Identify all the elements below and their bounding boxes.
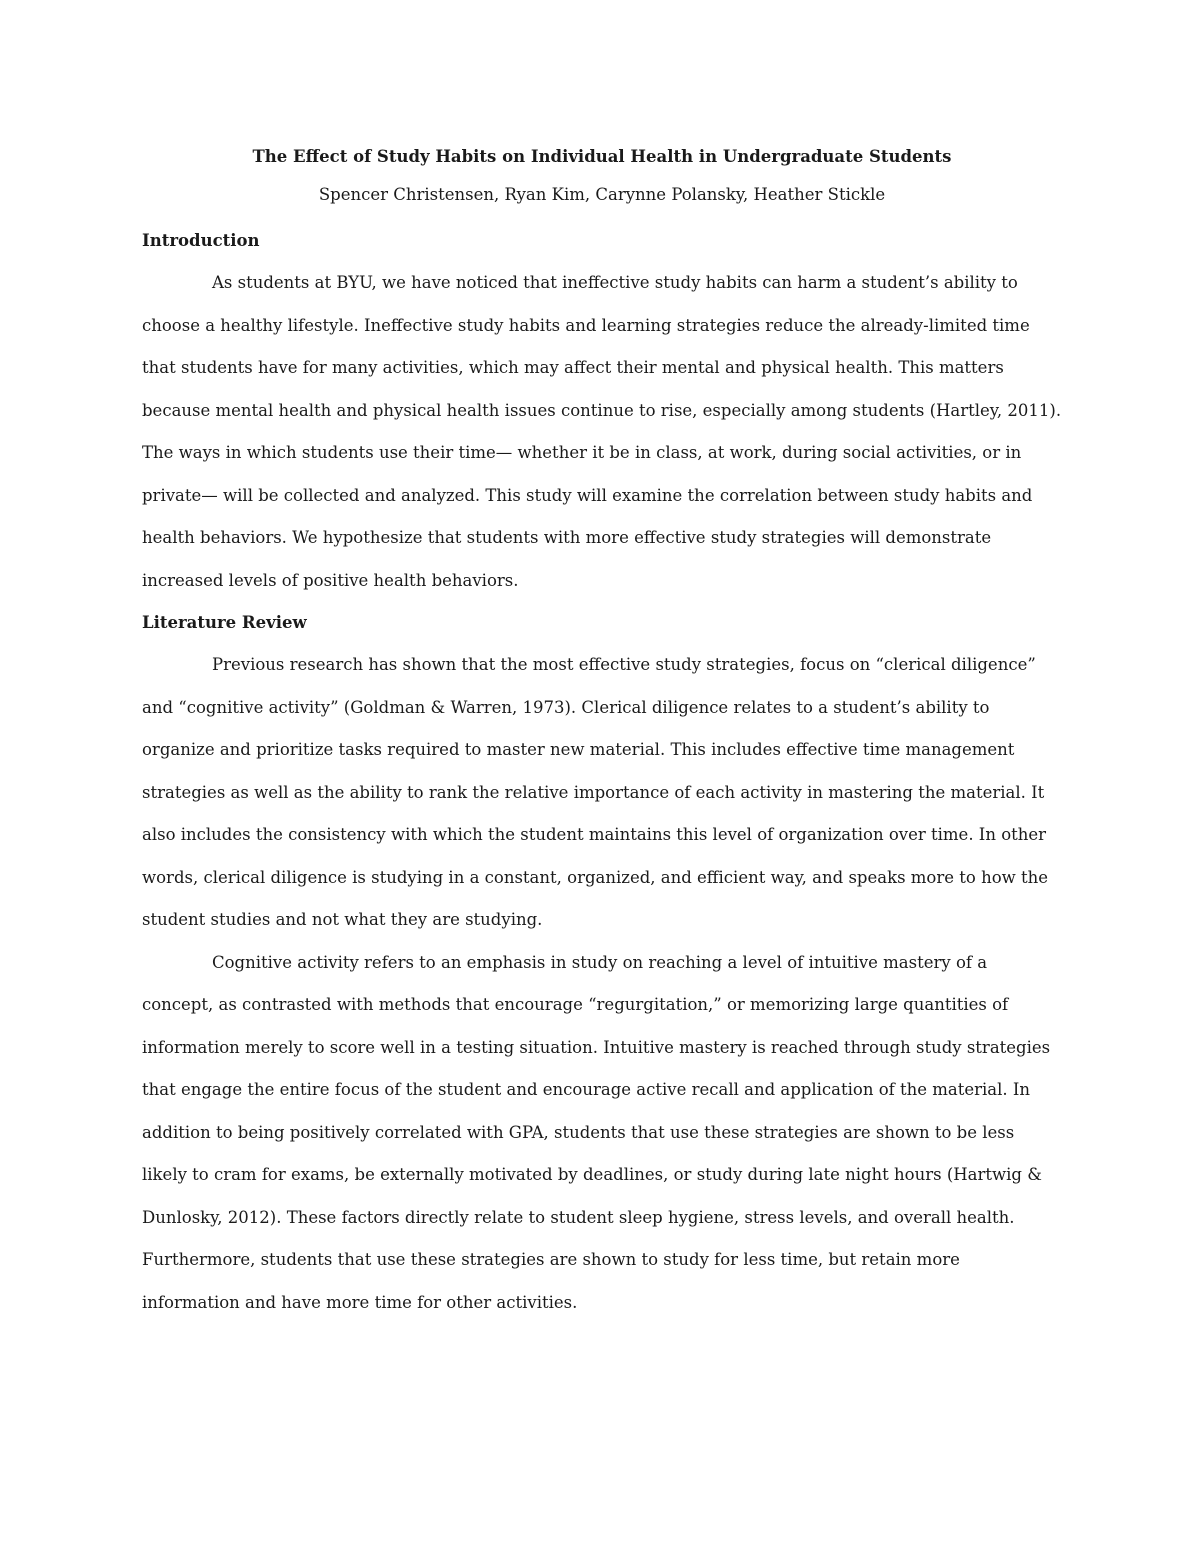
section-introduction xyxy=(142,220,1062,602)
introduction-paragraph: As students at BYU, we have noticed that ineffective study habits can harm a student’s ability to choose a healthy lifestyle. Ineffective study habits and learning strategies reduce the already-limited time that students have for many activities, which may affect their mental and physical health. This matters because mental health and physical health issues continue to rise, especially among students (Hartley, 2011). The ways in which students use their time— whether it be in class, at work, during social activities, or in private— will be collected and analyzed. This study will examine the correlation between study habits and health behaviors. We hypothesize that students with more effective study strategies will demonstrate increased levels of positive health behaviors. xyxy=(142,273,1062,590)
section-heading-introduction: Introduction xyxy=(142,231,260,250)
literature-review-paragraph-2: Cognitive activity refers to an emphasis in study on reaching a level of intuitive mastery of a concept, as contrasted with methods that encourage “regurgitation,” or memorizing large quantities of information merely to score well in a testing situation. Intuitive mastery is reached through study strategies that engage the entire focus of the student and encourage active recall and application of the material. In addition to being positively correlated with GPA, students that use these strategies are shown to be less likely to cram for exams, be externally motivated by deadlines, or study during late night hours (Hartwig & Dunlosky, 2012). These factors directly relate to student sleep hygiene, stress levels, and overall health. Furthermore, students that use these strategies are shown to study for less time, but retain more information and have more time for other activities. xyxy=(142,952,1051,1312)
document-body xyxy=(142,138,1062,1324)
section-heading-literature-review: Literature Review xyxy=(142,613,307,632)
literature-review-paragraph-1: Previous research has shown that the most effective study strategies, focus on “clerical diligence” and “cognitive activity” (Goldman & Warren, 1973). Clerical diligence relates to a student’s ability to organize and prioritize tasks required to master new material. This includes effective time management strategies as well as the ability to rank the relative importance of each activity in mastering the material. It also includes the consistency with which the student maintains this level of organization over time. In other words, clerical diligence is studying in a constant, organized, and efficient way, and speaks more to how the student studies and not what they are studying. xyxy=(142,655,1049,929)
document-title: The Effect of Study Habits on Individual Health in Undergraduate Students xyxy=(252,147,952,166)
author-list: Spencer Christensen, Ryan Kim, Carynne Polansky, Heather Stickle xyxy=(318,185,886,204)
section-literature-review xyxy=(142,602,1062,1324)
